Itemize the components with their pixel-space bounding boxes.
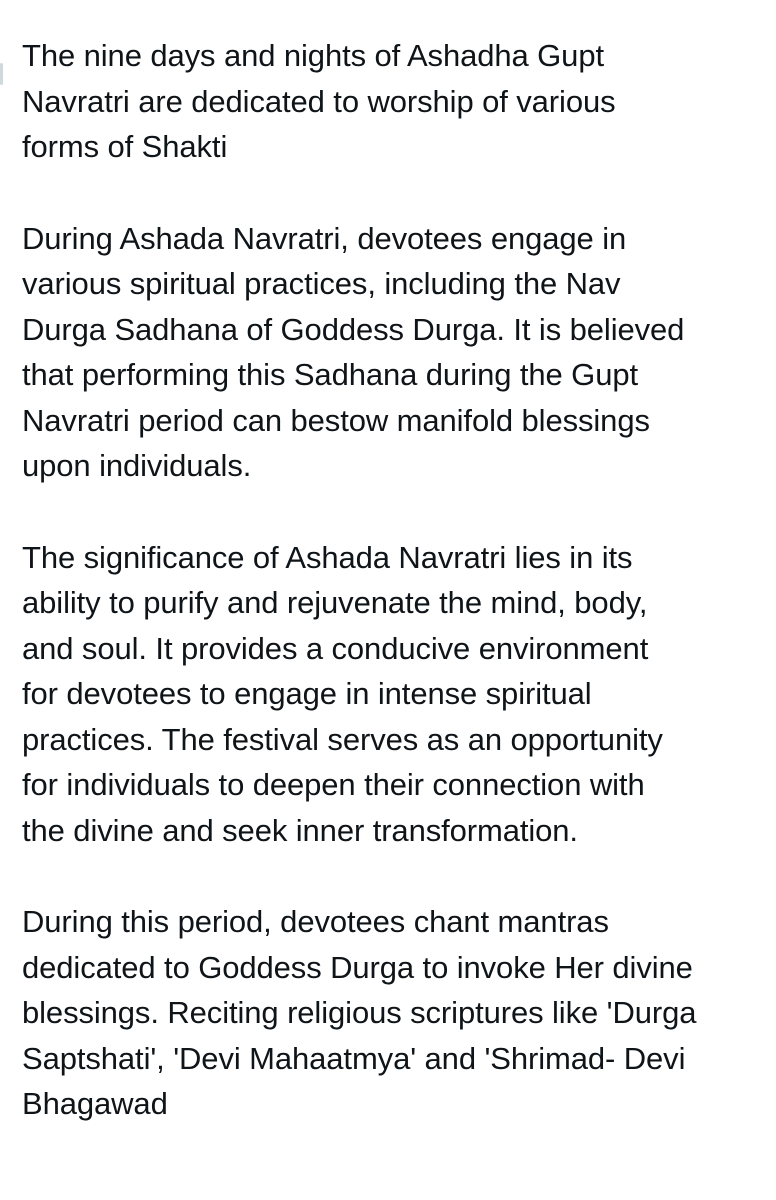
post-text-body [22,33,762,1173]
post-paragraph-1: The nine days and nights of Ashadha Gupt Navratri are dedicated to worship of various forms of Shakti [22,38,616,164]
post-paragraph-4: During this period, devotees chant mantras dedicated to Goddess Durga to invoke Her divine blessings. Reciting religious scriptures like 'Durga Saptshati', 'Devi Mahaatmya' and 'Shrimad- Devi Bhagawad [22,904,697,1121]
post-paragraph-3: The significance of Ashada Navratri lies in its ability to purify and rejuvenate the mind, body, and soul. It provides a conducive environment for devotees to engage in intense spiritual practices. The festival serves as an opportunity for individuals to deepen their connection with the divine and seek inner transformation. [22,539,663,848]
post-paragraph-2: During Ashada Navratri, devotees engage in various spiritual practices, including the Nav Durga Sadhana of Goddess Durga. It is believed that performing this Sadhana during the Gupt Navratri period can bestow manifold blessings upon individuals. [22,220,685,483]
thread-connector-line [0,63,3,85]
